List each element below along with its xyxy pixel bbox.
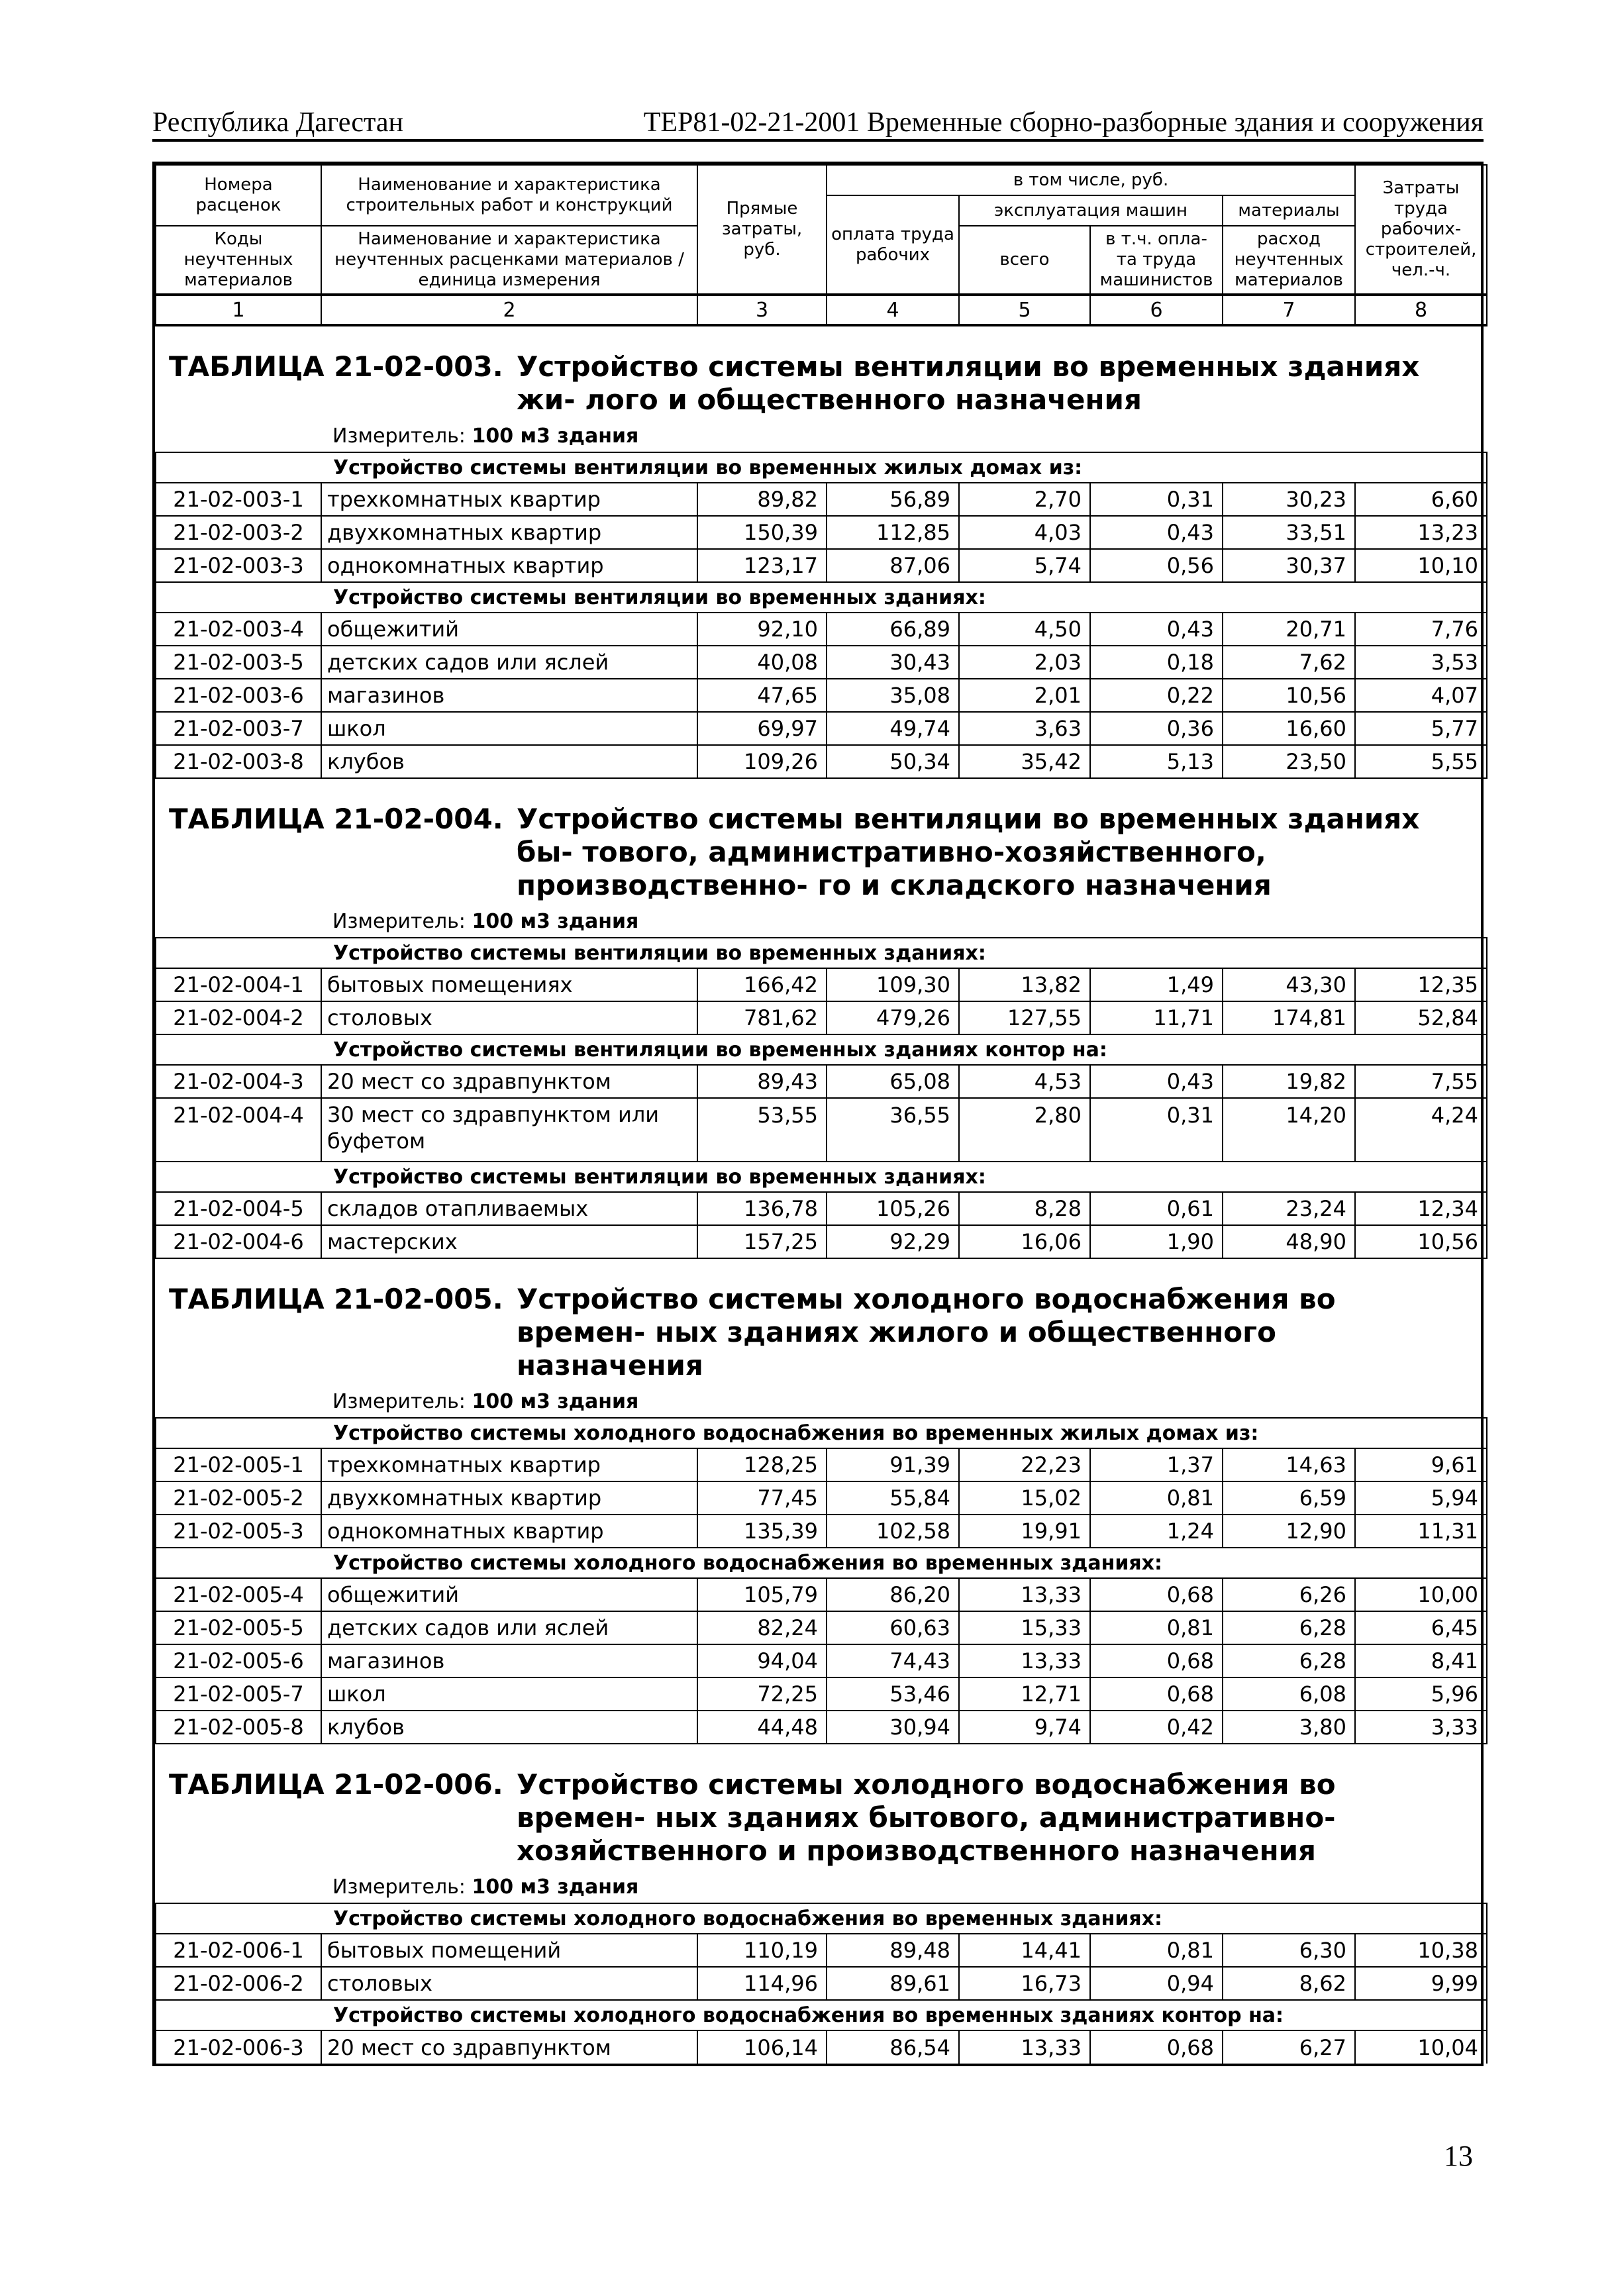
unit-label: Измеритель: — [332, 1390, 466, 1413]
value-cell: 89,61 — [827, 1967, 959, 2000]
rate-code: 21-02-004-1 — [156, 968, 321, 1001]
value-cell: 8,41 — [1355, 1644, 1487, 1677]
rate-code: 21-02-003-8 — [156, 745, 321, 778]
value-cell: 74,43 — [827, 1644, 959, 1677]
value-cell: 114,96 — [697, 1967, 827, 2000]
value-cell: 4,07 — [1355, 679, 1487, 712]
unit-label: Измеритель: — [332, 424, 466, 448]
value-cell: 30,23 — [1223, 483, 1355, 516]
value-cell: 20,71 — [1223, 613, 1355, 646]
value-cell: 16,60 — [1223, 712, 1355, 745]
value-cell: 5,13 — [1090, 745, 1223, 778]
work-name: 20 мест со здравпунктом — [321, 1065, 697, 1098]
value-cell: 6,28 — [1223, 1611, 1355, 1644]
value-cell: 0,56 — [1090, 549, 1223, 582]
value-cell: 2,70 — [959, 483, 1090, 516]
work-name: однокомнатных квартир — [321, 549, 697, 582]
price-table — [155, 326, 1488, 779]
value-cell: 1,24 — [1090, 1515, 1223, 1548]
value-cell: 52,84 — [1355, 1001, 1487, 1034]
value-cell: 4,53 — [959, 1065, 1090, 1098]
work-name: мастерских — [321, 1225, 697, 1258]
value-cell: 43,30 — [1223, 968, 1355, 1001]
table-row — [156, 1001, 1487, 1034]
rate-code: 21-02-004-5 — [156, 1192, 321, 1225]
value-cell: 13,33 — [959, 1578, 1090, 1611]
machines-header: эксплуатация машин — [959, 195, 1223, 226]
value-cell: 5,55 — [1355, 745, 1487, 778]
rate-code: 21-02-005-5 — [156, 1611, 321, 1644]
value-cell: 1,37 — [1090, 1448, 1223, 1481]
work-name: школ — [321, 1677, 697, 1711]
group-heading: Устройство системы вентиляции во временных зданиях контор на: — [156, 1034, 1487, 1065]
work-name: детских садов или яслей — [321, 1611, 697, 1644]
value-cell: 7,62 — [1223, 646, 1355, 679]
unit-of-measure — [156, 421, 1487, 452]
table-number: ТАБЛИЦА 21-02-004. — [169, 803, 503, 835]
table-row — [156, 968, 1487, 1001]
value-cell: 13,23 — [1355, 516, 1487, 549]
value-cell: 30,37 — [1223, 549, 1355, 582]
table-row — [156, 679, 1487, 712]
value-cell: 0,43 — [1090, 1065, 1223, 1098]
table-title — [156, 326, 1487, 421]
value-cell: 102,58 — [827, 1515, 959, 1548]
value-cell: 89,43 — [697, 1065, 827, 1098]
value-cell: 5,96 — [1355, 1677, 1487, 1711]
value-cell: 0,68 — [1090, 1677, 1223, 1711]
value-cell: 19,82 — [1223, 1065, 1355, 1098]
value-cell: 6,08 — [1223, 1677, 1355, 1711]
rate-code: 21-02-006-3 — [156, 2030, 321, 2064]
value-cell: 94,04 — [697, 1644, 827, 1677]
unit-of-measure — [156, 1386, 1487, 1418]
value-cell: 9,74 — [959, 1711, 1090, 1744]
work-name: двухкомнатных квартир — [321, 1481, 697, 1515]
table-name: Устройство системы холодного водоснабжения во времен- ных зданиях бытового, административно-хозяйственного и производственного назначения — [517, 1768, 1336, 1867]
group-heading: Устройство системы вентиляции во временных зданиях: — [156, 938, 1487, 968]
table-row — [156, 1481, 1487, 1515]
table-row — [156, 1515, 1487, 1548]
unit-value: 100 м3 здания — [472, 1390, 639, 1413]
value-cell: 7,55 — [1355, 1065, 1487, 1098]
tables-container — [155, 326, 1481, 2064]
running-header — [152, 106, 1484, 142]
included-header: в том числе, руб. — [827, 165, 1355, 195]
column-number: 6 — [1090, 295, 1223, 325]
unit-of-measure — [156, 1872, 1487, 1903]
value-cell: 53,55 — [697, 1098, 827, 1162]
value-cell: 5,94 — [1355, 1481, 1487, 1515]
value-cell: 66,89 — [827, 613, 959, 646]
value-cell: 13,33 — [959, 2030, 1090, 2064]
group-heading: Устройство системы вентиляции во временных жилых домах из: — [156, 452, 1487, 483]
column-number: 7 — [1223, 295, 1355, 325]
value-cell: 10,38 — [1355, 1934, 1487, 1967]
value-cell: 55,84 — [827, 1481, 959, 1515]
value-cell: 0,36 — [1090, 712, 1223, 745]
work-name: 20 мест со здравпунктом — [321, 2030, 697, 2064]
value-cell: 11,71 — [1090, 1001, 1223, 1034]
value-cell: 9,99 — [1355, 1967, 1487, 2000]
work-name: столовых — [321, 1967, 697, 2000]
table-name: Устройство системы вентиляции во временных зданиях бы- тового, административно-хозяйственного, производственно- го и складского назначения — [517, 803, 1420, 901]
value-cell: 106,14 — [697, 2030, 827, 2064]
value-cell: 12,90 — [1223, 1515, 1355, 1548]
column-number: 2 — [321, 295, 697, 325]
value-cell: 123,17 — [697, 549, 827, 582]
value-cell: 112,85 — [827, 516, 959, 549]
value-cell: 5,74 — [959, 549, 1090, 582]
rate-code: 21-02-005-6 — [156, 1644, 321, 1677]
value-cell: 3,33 — [1355, 1711, 1487, 1744]
value-cell: 86,20 — [827, 1578, 959, 1611]
rate-code: 21-02-005-2 — [156, 1481, 321, 1515]
value-cell: 0,18 — [1090, 646, 1223, 679]
work-name: магазинов — [321, 679, 697, 712]
table-row — [156, 745, 1487, 778]
value-cell: 13,82 — [959, 968, 1090, 1001]
column-number: 1 — [156, 295, 321, 325]
value-cell: 89,82 — [697, 483, 827, 516]
rate-code: 21-02-006-1 — [156, 1934, 321, 1967]
value-cell: 40,08 — [697, 646, 827, 679]
rate-code: 21-02-003-2 — [156, 516, 321, 549]
work-name: магазинов — [321, 1644, 697, 1677]
value-cell: 157,25 — [697, 1225, 827, 1258]
table-number: ТАБЛИЦА 21-02-006. — [169, 1768, 503, 1801]
rate-code: 21-02-005-1 — [156, 1448, 321, 1481]
value-cell: 60,63 — [827, 1611, 959, 1644]
value-cell: 92,29 — [827, 1225, 959, 1258]
value-cell: 0,68 — [1090, 1644, 1223, 1677]
rate-code: 21-02-005-3 — [156, 1515, 321, 1548]
table-title — [156, 1744, 1487, 1872]
value-cell: 10,56 — [1223, 679, 1355, 712]
value-cell: 166,42 — [697, 968, 827, 1001]
table-row — [156, 712, 1487, 745]
work-name: столовых — [321, 1001, 697, 1034]
table-number: ТАБЛИЦА 21-02-003. — [169, 350, 503, 383]
rate-code: 21-02-003-3 — [156, 549, 321, 582]
value-cell: 7,76 — [1355, 613, 1487, 646]
table-row — [156, 1934, 1487, 1967]
column-number: 8 — [1355, 295, 1487, 325]
table-row — [156, 483, 1487, 516]
value-cell: 2,80 — [959, 1098, 1090, 1162]
value-cell: 30,43 — [827, 646, 959, 679]
value-cell: 1,90 — [1090, 1225, 1223, 1258]
value-cell: 0,31 — [1090, 483, 1223, 516]
table-row — [156, 1967, 1487, 2000]
value-cell: 0,94 — [1090, 1967, 1223, 2000]
value-cell: 6,60 — [1355, 483, 1487, 516]
value-cell: 12,34 — [1355, 1192, 1487, 1225]
value-cell: 48,90 — [1223, 1225, 1355, 1258]
value-cell: 8,62 — [1223, 1967, 1355, 2000]
value-cell: 14,20 — [1223, 1098, 1355, 1162]
value-cell: 3,80 — [1223, 1711, 1355, 1744]
value-cell: 15,33 — [959, 1611, 1090, 1644]
value-cell: 10,10 — [1355, 549, 1487, 582]
rate-code: 21-02-004-6 — [156, 1225, 321, 1258]
value-cell: 0,43 — [1090, 613, 1223, 646]
value-cell: 53,46 — [827, 1677, 959, 1711]
value-cell: 9,61 — [1355, 1448, 1487, 1481]
value-cell: 0,43 — [1090, 516, 1223, 549]
value-cell: 1,49 — [1090, 968, 1223, 1001]
col6-header: в т.ч. опла- та труда машинистов — [1090, 226, 1223, 295]
rate-code: 21-02-003-6 — [156, 679, 321, 712]
value-cell: 174,81 — [1223, 1001, 1355, 1034]
value-cell: 92,10 — [697, 613, 827, 646]
header-region: Республика Дагестан — [152, 107, 404, 138]
value-cell: 0,68 — [1090, 1578, 1223, 1611]
rate-code: 21-02-004-4 — [156, 1098, 321, 1162]
value-cell: 6,59 — [1223, 1481, 1355, 1515]
work-name: двухкомнатных квартир — [321, 516, 697, 549]
value-cell: 110,19 — [697, 1934, 827, 1967]
price-table-sheet — [152, 162, 1484, 2066]
unit-value: 100 м3 здания — [472, 424, 639, 448]
table-row — [156, 1098, 1487, 1162]
value-cell: 19,91 — [959, 1515, 1090, 1548]
value-cell: 65,08 — [827, 1065, 959, 1098]
rate-code: 21-02-003-4 — [156, 613, 321, 646]
table-row — [156, 1611, 1487, 1644]
group-heading: Устройство системы холодного водоснабжения во временных зданиях контор на: — [156, 2000, 1487, 2030]
unit-label: Измеритель: — [332, 910, 466, 933]
value-cell: 10,00 — [1355, 1578, 1487, 1611]
value-cell: 12,71 — [959, 1677, 1090, 1711]
header-document-title: ТЕР81-02-21-2001 Временные сборно-разборные здания и сооружения — [643, 107, 1484, 138]
value-cell: 8,28 — [959, 1192, 1090, 1225]
unit-value: 100 м3 здания — [472, 910, 639, 933]
value-cell: 50,34 — [827, 745, 959, 778]
value-cell: 105,79 — [697, 1578, 827, 1611]
value-cell: 3,63 — [959, 712, 1090, 745]
value-cell: 127,55 — [959, 1001, 1090, 1034]
value-cell: 0,31 — [1090, 1098, 1223, 1162]
value-cell: 2,03 — [959, 646, 1090, 679]
value-cell: 77,45 — [697, 1481, 827, 1515]
rate-code: 21-02-003-7 — [156, 712, 321, 745]
work-name: общежитий — [321, 1578, 697, 1611]
table-row — [156, 1225, 1487, 1258]
col1-top-header: Номера расценок — [156, 165, 321, 226]
rate-code: 21-02-004-3 — [156, 1065, 321, 1098]
value-cell: 5,77 — [1355, 712, 1487, 745]
table-name: Устройство системы вентиляции во временных зданиях жи- лого и общественного назначения — [517, 350, 1420, 416]
column-number-row — [156, 295, 1487, 325]
value-cell: 91,39 — [827, 1448, 959, 1481]
rate-code: 21-02-003-5 — [156, 646, 321, 679]
value-cell: 33,51 — [1223, 516, 1355, 549]
value-cell: 2,01 — [959, 679, 1090, 712]
table-row — [156, 1448, 1487, 1481]
value-cell: 0,42 — [1090, 1711, 1223, 1744]
group-heading: Устройство системы холодного водоснабжения во временных зданиях: — [156, 1903, 1487, 1934]
work-name: общежитий — [321, 613, 697, 646]
value-cell: 23,24 — [1223, 1192, 1355, 1225]
col4-header: оплата труда рабочих — [827, 195, 959, 295]
value-cell: 10,56 — [1355, 1225, 1487, 1258]
col3-header: Прямые затраты, руб. — [697, 165, 827, 295]
value-cell: 135,39 — [697, 1515, 827, 1548]
value-cell: 89,48 — [827, 1934, 959, 1967]
value-cell: 35,42 — [959, 745, 1090, 778]
column-number: 3 — [697, 295, 827, 325]
work-name: складов отапливаемых — [321, 1192, 697, 1225]
value-cell: 0,81 — [1090, 1611, 1223, 1644]
table-row — [156, 1578, 1487, 1611]
table-number: ТАБЛИЦА 21-02-005. — [169, 1283, 503, 1315]
price-table — [155, 1744, 1488, 2064]
value-cell: 15,02 — [959, 1481, 1090, 1515]
table-row — [156, 646, 1487, 679]
table-row — [156, 549, 1487, 582]
value-cell: 49,74 — [827, 712, 959, 745]
work-name: однокомнатных квартир — [321, 1515, 697, 1548]
work-name: детских садов или яслей — [321, 646, 697, 679]
value-cell: 150,39 — [697, 516, 827, 549]
value-cell: 109,26 — [697, 745, 827, 778]
table-row — [156, 1711, 1487, 1744]
value-cell: 47,65 — [697, 679, 827, 712]
unit-of-measure — [156, 906, 1487, 938]
value-cell: 0,61 — [1090, 1192, 1223, 1225]
value-cell: 14,41 — [959, 1934, 1090, 1967]
value-cell: 14,63 — [1223, 1448, 1355, 1481]
work-name: бытовых помещениях — [321, 968, 697, 1001]
work-name: 30 мест со здравпунктом или буфетом — [321, 1098, 697, 1162]
value-cell: 44,48 — [697, 1711, 827, 1744]
materials-header: материалы — [1223, 195, 1355, 226]
col2-bottom-header: Наименование и характеристика неучтенных расценками материалов / единица измерения — [321, 226, 697, 295]
value-cell: 0,68 — [1090, 2030, 1223, 2064]
rate-code: 21-02-005-8 — [156, 1711, 321, 1744]
col1-bottom-header: Коды неучтенных материалов — [156, 226, 321, 295]
group-heading: Устройство системы холодного водоснабжения во временных зданиях: — [156, 1548, 1487, 1578]
value-cell: 87,06 — [827, 549, 959, 582]
value-cell: 11,31 — [1355, 1515, 1487, 1548]
value-cell: 16,73 — [959, 1967, 1090, 2000]
page-number: 13 — [1444, 2140, 1473, 2172]
value-cell: 22,23 — [959, 1448, 1090, 1481]
work-name: школ — [321, 712, 697, 745]
value-cell: 3,53 — [1355, 646, 1487, 679]
value-cell: 4,50 — [959, 613, 1090, 646]
table-title — [156, 779, 1487, 906]
value-cell: 479,26 — [827, 1001, 959, 1034]
work-name: бытовых помещений — [321, 1934, 697, 1967]
col2-top-header: Наименование и характеристика строительных работ и конструкций — [321, 165, 697, 226]
price-table — [155, 779, 1488, 1259]
value-cell: 4,03 — [959, 516, 1090, 549]
value-cell: 6,26 — [1223, 1578, 1355, 1611]
rate-code: 21-02-005-4 — [156, 1578, 321, 1611]
price-table — [155, 1259, 1488, 1744]
value-cell: 16,06 — [959, 1225, 1090, 1258]
table-row — [156, 613, 1487, 646]
value-cell: 10,04 — [1355, 2030, 1487, 2064]
table-row — [156, 516, 1487, 549]
col7-header: расход неучтенных материалов — [1223, 226, 1355, 295]
value-cell: 6,28 — [1223, 1644, 1355, 1677]
value-cell: 136,78 — [697, 1192, 827, 1225]
value-cell: 56,89 — [827, 483, 959, 516]
value-cell: 6,27 — [1223, 2030, 1355, 2064]
value-cell: 69,97 — [697, 712, 827, 745]
value-cell: 12,35 — [1355, 968, 1487, 1001]
value-cell: 82,24 — [697, 1611, 827, 1644]
column-number: 5 — [959, 295, 1090, 325]
value-cell: 6,45 — [1355, 1611, 1487, 1644]
unit-value: 100 м3 здания — [472, 1875, 639, 1899]
col5-header: всего — [959, 226, 1090, 295]
table-name: Устройство системы холодного водоснабжения во времен- ных зданиях жилого и общественного назначения — [517, 1283, 1336, 1381]
work-name: трехкомнатных квартир — [321, 1448, 697, 1481]
table-row — [156, 1065, 1487, 1098]
value-cell: 36,55 — [827, 1098, 959, 1162]
rate-code: 21-02-004-2 — [156, 1001, 321, 1034]
value-cell: 128,25 — [697, 1448, 827, 1481]
table-title — [156, 1259, 1487, 1386]
value-cell: 13,33 — [959, 1644, 1090, 1677]
value-cell: 0,22 — [1090, 679, 1223, 712]
value-cell: 35,08 — [827, 679, 959, 712]
table-row — [156, 1192, 1487, 1225]
value-cell: 6,30 — [1223, 1934, 1355, 1967]
value-cell: 72,25 — [697, 1677, 827, 1711]
group-heading: Устройство системы вентиляции во временных зданиях: — [156, 582, 1487, 613]
work-name: клубов — [321, 745, 697, 778]
value-cell: 105,26 — [827, 1192, 959, 1225]
work-name: трехкомнатных квартир — [321, 483, 697, 516]
table-row — [156, 2030, 1487, 2064]
unit-label: Измеритель: — [332, 1875, 466, 1899]
value-cell: 30,94 — [827, 1711, 959, 1744]
value-cell: 109,30 — [827, 968, 959, 1001]
rate-code: 21-02-003-1 — [156, 483, 321, 516]
value-cell: 23,50 — [1223, 745, 1355, 778]
rate-code: 21-02-005-7 — [156, 1677, 321, 1711]
value-cell: 0,81 — [1090, 1481, 1223, 1515]
value-cell: 4,24 — [1355, 1098, 1487, 1162]
group-heading: Устройство системы холодного водоснабжения во временных жилых домах из: — [156, 1418, 1487, 1448]
table-row — [156, 1677, 1487, 1711]
value-cell: 86,54 — [827, 2030, 959, 2064]
table-row — [156, 1644, 1487, 1677]
col8-header: Затраты труда рабочих- строителей, чел.-ч. — [1355, 165, 1487, 295]
work-name: клубов — [321, 1711, 697, 1744]
column-number: 4 — [827, 295, 959, 325]
rate-code: 21-02-006-2 — [156, 1967, 321, 2000]
value-cell: 781,62 — [697, 1001, 827, 1034]
value-cell: 0,81 — [1090, 1934, 1223, 1967]
group-heading: Устройство системы вентиляции во временных зданиях: — [156, 1162, 1487, 1192]
column-header-table — [155, 164, 1488, 326]
